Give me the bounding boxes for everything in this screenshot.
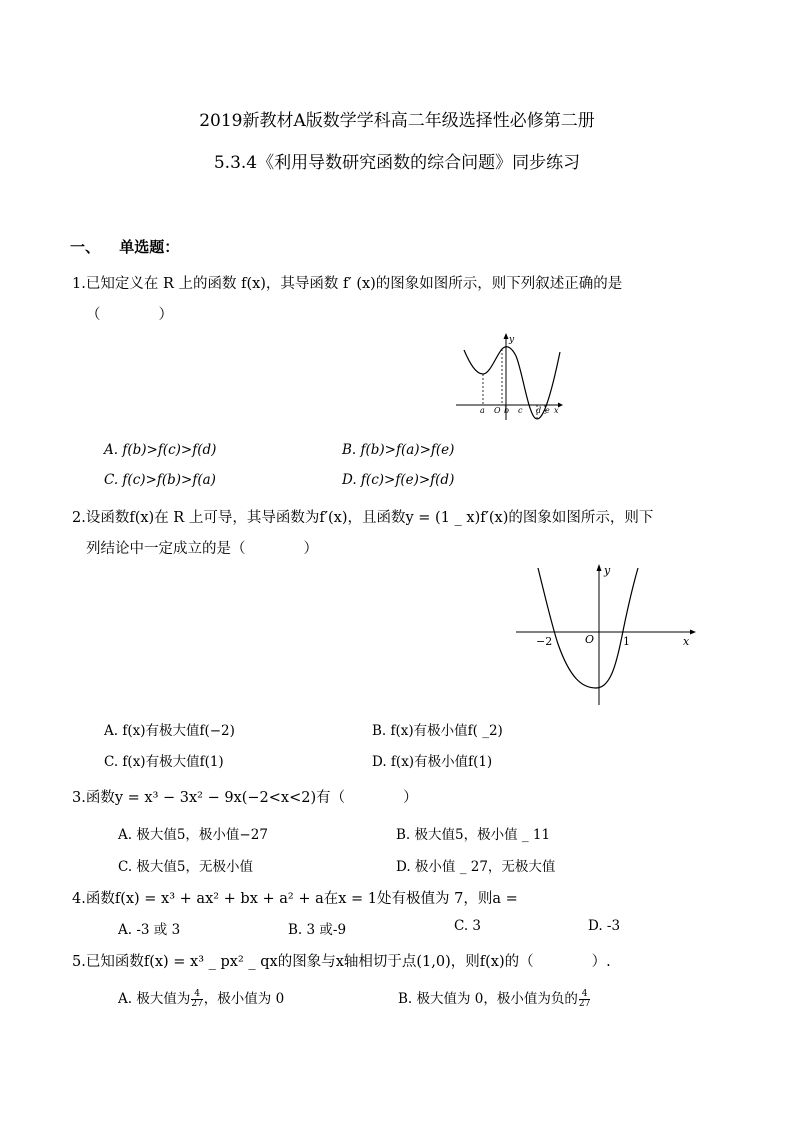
q3-option-b[interactable]: B. 极大值5，极小值 _ 11 [396, 827, 551, 843]
q2-option-d[interactable]: D. f(x)有极小值f(1) [372, 754, 493, 770]
document-title: 2019新教材A版数学学科高二年级选择性必修第二册 [199, 111, 595, 131]
q1-stem-line1: 1.已知定义在 R 上的函数 f(x)，其导函数 f′ (x)的图象如图所示，则下列叙述正确的是 [72, 276, 623, 292]
q2-function-graph [510, 560, 700, 710]
q2-label-neg2: −2 [536, 635, 553, 648]
q2-stem-line1: 2.设函数f(x)在 R 上可导，其导函数为f′(x)，且函数y = (1 _ x)f′(x)的图象如图所示，则下 [72, 510, 654, 526]
q2-y-axis-arrow [597, 564, 602, 571]
q1-x-axis-arrow [558, 403, 563, 408]
q1-derivative-graph [452, 330, 568, 424]
q5-option-b-denominator: 27 [578, 999, 591, 1009]
q1-label-y: y [509, 335, 515, 345]
q3-stem: 3.函数y = x³ − 3x² − 9x(−2<x<2)有（ ） [72, 790, 418, 806]
document-subtitle: 5.3.4《利用导数研究函数的综合问题》同步练习 [213, 153, 581, 173]
q2-option-c[interactable]: C. f(x)有极大值f(1) [104, 754, 224, 770]
q1-label-a: a [480, 406, 485, 415]
q1-option-a[interactable]: A. f(b)>f(c)>f(d) [104, 442, 217, 458]
q2-option-a[interactable]: A. f(x)有极大值f(−2) [104, 723, 235, 739]
q1-y-axis-arrow [504, 333, 509, 339]
q1-stem-line2: （ ） [86, 307, 173, 323]
q5-option-a-numerator: 4 [191, 990, 202, 1000]
q5-stem: 5.已知函数f(x) = x³ _ px² _ qx的图象与x轴相切于点(1,0)，则f(x)的（ ）. [72, 954, 611, 970]
q2-parabola [538, 568, 638, 688]
q5-option-a-fraction [191, 990, 202, 1009]
q2-label-x: x [683, 635, 690, 648]
q1-label-d: d [536, 406, 542, 415]
q1-option-b[interactable]: B. f(b)>f(a)>f(e) [342, 442, 455, 458]
q2-label-o: O [585, 633, 595, 646]
q1-label-b: b [504, 406, 510, 415]
q1-option-c[interactable]: C. f(c)>f(b)>f(a) [104, 472, 216, 488]
section-heading [70, 236, 179, 257]
q3-option-d[interactable]: D. 极小值 _ 27，无极大值 [396, 859, 556, 875]
q1-label-o: O [494, 406, 501, 415]
q5-option-a-denominator: 27 [191, 999, 203, 1009]
q2-option-b[interactable]: B. f(x)有极小值f( _2) [372, 723, 503, 739]
section-number: 一、 [70, 238, 101, 256]
q1-label-x: x [554, 406, 559, 415]
q5-option-b-fraction [579, 990, 590, 1009]
q5-option-a[interactable] [118, 987, 284, 1009]
q5-option-b-numerator: 4 [579, 990, 590, 1000]
q4-option-c[interactable]: C. 3 [454, 918, 482, 934]
q3-option-a[interactable]: A. 极大值5，极小值−27 [118, 827, 268, 843]
section-label: 单选题： [119, 238, 180, 256]
q2-stem-line2: 列结论中一定成立的是（ ） [86, 541, 318, 557]
q4-stem: 4.函数f(x) = x³ + ax² + bx + a² + a在x = 1处有极值为 7，则a = [72, 891, 518, 907]
q4-option-b[interactable]: B. 3 或-9 [288, 922, 347, 938]
q2-label-1: 1 [623, 635, 630, 648]
q1-option-d[interactable]: D. f(c)>f(e)>f(d) [342, 472, 455, 488]
q3-option-c[interactable]: C. 极大值5，无极小值 [118, 859, 254, 875]
q5-option-b[interactable] [398, 987, 591, 1009]
q2-x-axis-arrow [690, 630, 696, 635]
q4-option-a[interactable]: A. -3 或 3 [118, 922, 181, 938]
q1-label-c: c [518, 406, 523, 415]
q5-option-a-suffix: ，极小值为 0 [203, 991, 285, 1007]
q5-option-b-prefix: B. 极大值为 0，极小值为负的 [398, 991, 578, 1007]
q2-label-y: y [604, 564, 611, 577]
q5-option-a-prefix: A. 极大值为 [118, 991, 191, 1007]
q1-label-e: e [545, 406, 550, 415]
q4-option-d[interactable]: D. -3 [588, 918, 621, 934]
